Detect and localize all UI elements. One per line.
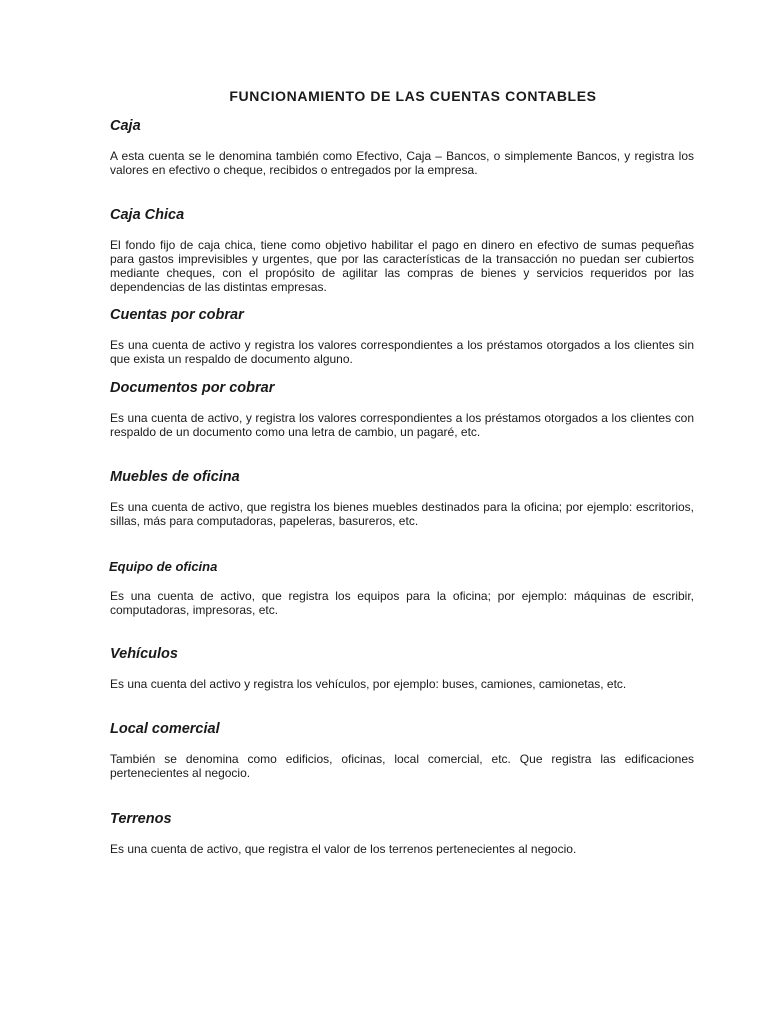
- section-heading-vehiculos: Vehículos: [110, 646, 178, 662]
- section-heading-documentos-por-cobrar: Documentos por cobrar: [110, 380, 275, 396]
- section-heading-equipo-de-oficina: Equipo de oficina: [109, 559, 218, 574]
- section-heading-muebles-de-oficina: Muebles de oficina: [110, 469, 240, 485]
- section-body-cuentas-por-cobrar: Es una cuenta de activo y registra los valores correspondientes a los préstamos otorgados a los clientes sin que exista un respaldo de documento alguno.: [110, 338, 694, 366]
- section-body-terrenos: Es una cuenta de activo, que registra el valor de los terrenos pertenecientes al negocio.: [110, 842, 577, 856]
- section-body-caja-chica: El fondo fijo de caja chica, tiene como objetivo habilitar el pago en dinero en efectivo de sumas pequeñas para gastos imprevisibles y urgentes, que por las características de la transacción no puedan ser cubiertos mediante cheques, con el propósito de agilitar las compras de bienes y servicios requeridos por las dependencias de las distintas empresas.: [110, 238, 694, 294]
- section-heading-cuentas-por-cobrar: Cuentas por cobrar: [110, 307, 244, 323]
- section-heading-caja: Caja: [110, 118, 141, 134]
- section-body-caja: A esta cuenta se le denomina también como Efectivo, Caja – Bancos, o simplemente Bancos, y registra los valores en efectivo o cheque, recibidos o entregados por la empresa.: [110, 149, 694, 177]
- section-body-muebles-de-oficina: Es una cuenta de activo, que registra los bienes muebles destinados para la oficina; por ejemplo: escritorios, sillas, más para computadoras, papeleras, basureros, etc.: [110, 500, 694, 528]
- section-body-vehiculos: Es una cuenta del activo y registra los vehículos, por ejemplo: buses, camiones, camionetas, etc.: [110, 677, 627, 691]
- section-body-equipo-de-oficina: Es una cuenta de activo, que registra los equipos para la oficina; por ejemplo: máquinas de escribir, computadoras, impresoras, etc.: [110, 589, 694, 617]
- document-title: FUNCIONAMIENTO DE LAS CUENTAS CONTABLES: [229, 88, 597, 104]
- section-body-documentos-por-cobrar: Es una cuenta de activo, y registra los valores correspondientes a los préstamos otorgados a los clientes con respaldo de un documento como una letra de cambio, un pagaré, etc.: [110, 411, 694, 439]
- section-heading-caja-chica: Caja Chica: [110, 207, 185, 223]
- section-heading-terrenos: Terrenos: [110, 811, 172, 827]
- section-heading-local-comercial: Local comercial: [110, 721, 220, 737]
- section-body-local-comercial: También se denomina como edificios, oficinas, local comercial, etc. Que registra las edificaciones pertenecientes al negocio.: [110, 752, 694, 780]
